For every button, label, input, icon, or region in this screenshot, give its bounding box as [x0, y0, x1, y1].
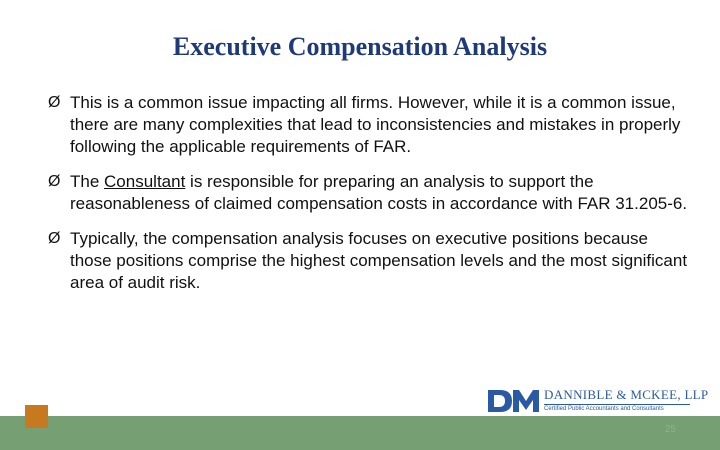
footer-accent-square: [25, 405, 48, 428]
page-number: 25: [664, 424, 676, 435]
bullet-text: This is a common issue impacting all firms. However, while it is a common issue, there are many complexities that lead to inconsistencies and mistakes in properly following the applicable requirements of FAR.: [70, 93, 681, 156]
bullet-item: [48, 171, 688, 215]
logo-firm-name: DANNIBLE & MCKEE, LLP: [544, 387, 709, 402]
bullet-underlined-term: Consultant: [104, 172, 186, 191]
dm-logo-mark-icon: [486, 388, 540, 414]
bullet-item: [48, 228, 688, 294]
arrow-bullet-icon: Ø: [48, 173, 61, 190]
bullet-list: [48, 92, 688, 307]
bullet-item: [48, 92, 688, 158]
bullet-text-start: The: [70, 172, 105, 191]
arrow-bullet-icon: Ø: [48, 230, 61, 247]
slide-title: Executive Compensation Analysis: [172, 32, 548, 61]
bullet-text: Typically, the compensation analysis focuses on executive positions because those positions comprise the highest compensation levels and the most significant area of audit risk.: [70, 229, 688, 292]
logo-divider: [544, 404, 690, 405]
logo-tagline: Certified Public Accountants and Consultants: [544, 406, 664, 412]
footer-bar: [0, 416, 720, 450]
bullet-text-end: is responsible for preparing an analysis to support the reasonableness of claimed compensation costs in accordance with FAR 31.205-6.: [70, 172, 688, 213]
company-logo: [486, 382, 709, 416]
arrow-bullet-icon: Ø: [48, 94, 61, 111]
